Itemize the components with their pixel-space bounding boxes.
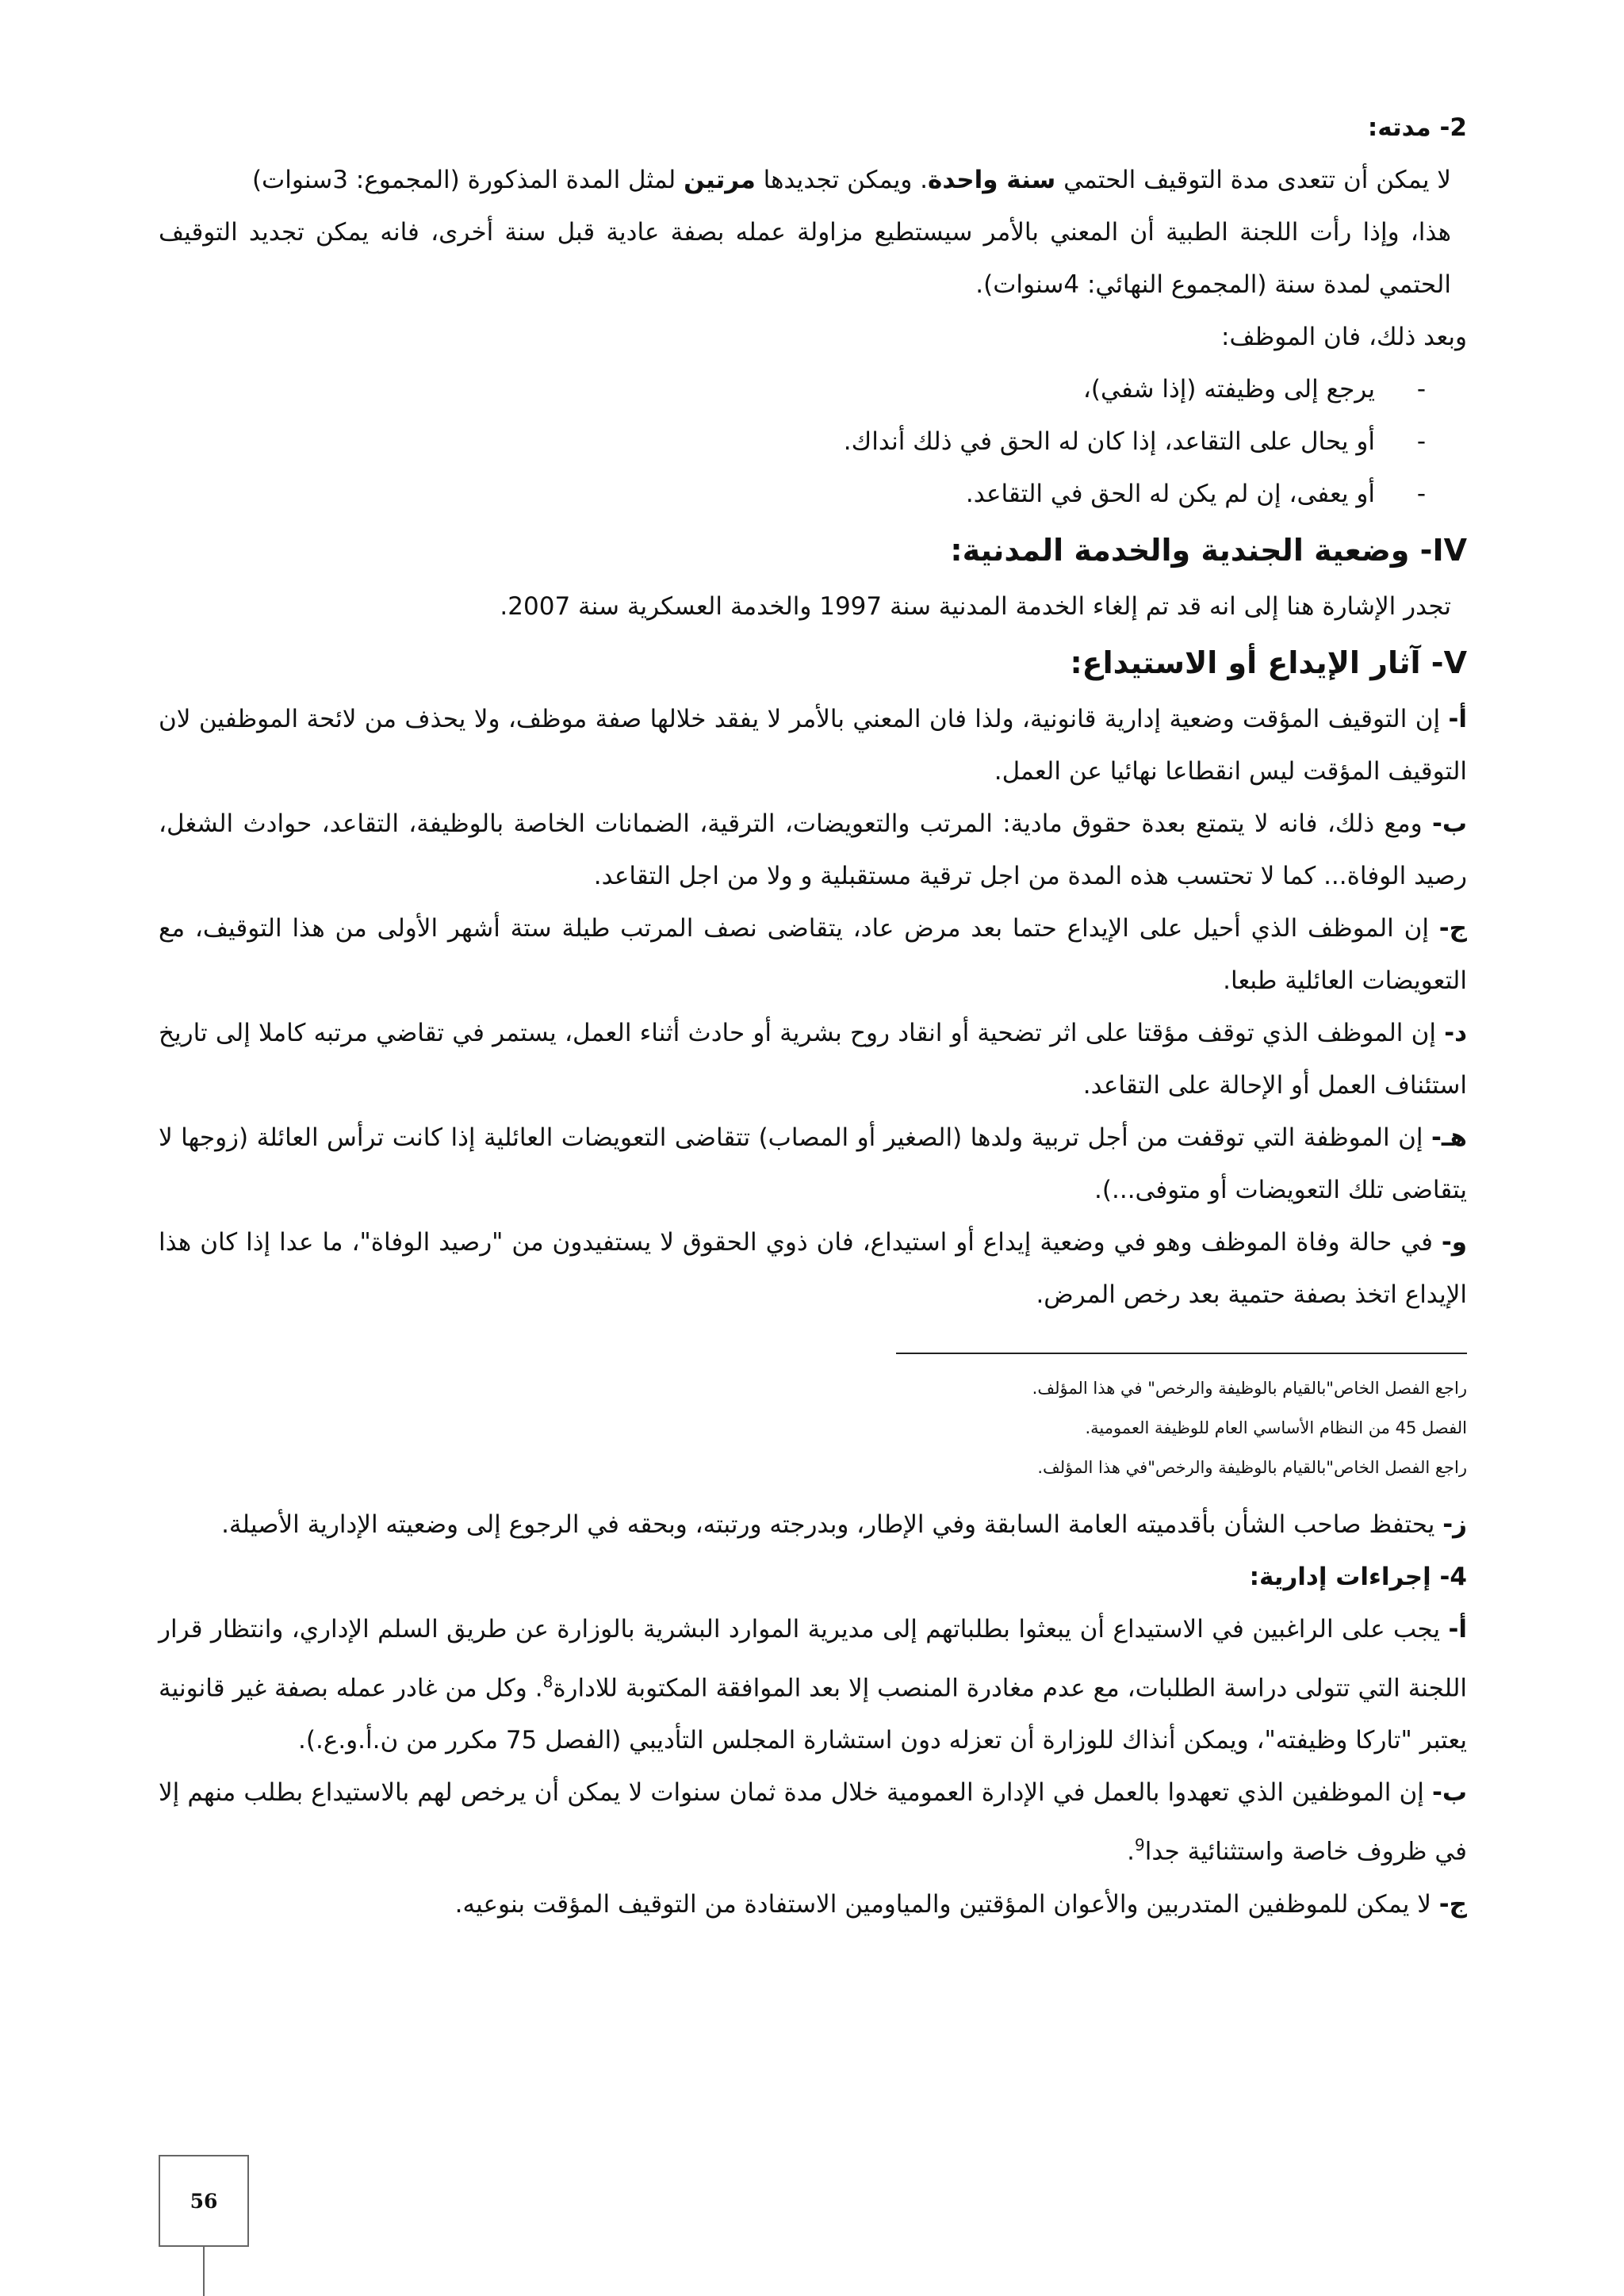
procedures-item-b: ب- إن الموظفين الذي تعهدوا بالعمل في الإدارة العمومية خلال مدة ثمان سنوات لا يمكن أن يرخص لهم بالاستيداع بطلب منهم إلا في ظروف خاصة واستثنائية جدا$^9$. — [159, 1778, 1467, 1866]
page-number-line — [203, 2247, 205, 2296]
effects-item-b: ب- ومع ذلك، فانه لا يتمتع بعدة حقوق مادية: المرتب والتعويضات، الترقية، الضمانات الخاصة بالوظيفة، التقاعد، حوادث الشغل، رصيد الوفاة... كما لا تحتسب هذه المدة من اجل ترقية مستقبلية و ولا من اجل التقاعد. — [159, 809, 1467, 890]
renewal-paragraph: هذا، وإذا رأت اللجنة الطبية أن المعني بالأمر سيستطيع مزاولة عمله بصفة عادية قبل سنة أخرى، فانه يمكن تجديد التوقيف الحتمي لمدة سنة (المجموع النهائي: 4سنوات). — [159, 218, 1451, 299]
military-service-heading: IV- وضعية الجندية والخدمة المدنية: — [950, 533, 1467, 568]
page-content — [159, 101, 1467, 1931]
footnotes — [159, 1353, 1467, 1487]
duration-paragraph: لا يمكن أن تتعدى مدة التوقيف الحتمي سنة واحدة. ويمكن تجديدها مرتين لمثل المدة المذكورة (المجموع: 3سنوات) — [251, 166, 1451, 194]
footnote: الفصل 45 من النظام الأساسي العام للوظيفة العمومية. — [1085, 1418, 1467, 1437]
bullet-dash: - — [1416, 427, 1426, 456]
effects-item-z: ز- يحتفظ صاحب الشأن بأقدميته العامة السابقة وفي الإطار، وبدرجته ورتبته، وبحقه في الرجوع إلى وضعيته الإدارية الأصيلة. — [221, 1510, 1467, 1539]
effects-item-c: ج- إن الموظف الذي أحيل على الإيداع حتما بعد مرض عاد، يتقاضى نصف المرتب طيلة ستة أشهر الأولى من هذا التوقيف، مع التعويضات العائلية طبعا. — [159, 914, 1467, 995]
page-number: 56 — [190, 2189, 218, 2213]
list-item: - يرجع إلى وظيفته (إذا شفي)، — [159, 363, 1426, 415]
footnote-divider — [896, 1353, 1467, 1354]
procedures-item-a: أ- يجب على الراغبين في الاستيداع أن يبعثوا بطلباتهم إلى مديرية الموارد البشرية بالوزارة عن طريق السلم الإداري، وانتظار قرار اللجنة التي تتولى دراسة الطلبات، مع عدم مغادرة المنصب إلا بعد الموافقة المكتوبة للادارة$^8$. وكل من غادر عمله بصفة غير قانونية يعتبر "تاركا وظيفته"، ويمكن أنذاك للوزارة أن تعزله دون استشارة المجلس التأديبي (الفصل 75 مكرر من ن.أ.و.ع.). — [159, 1615, 1468, 1755]
effects-item-a: أ- إن التوقيف المؤقت وضعية إدارية قانونية، ولذا فان المعني بالأمر لا يفقد خلالها صفة موظف، ولا يحذف من لائحة الموظفين لان التوقيف المؤقت ليس انقطاعا نهائيا عن العمل. — [159, 705, 1467, 786]
page-number-box — [159, 2155, 249, 2247]
bullet-dash: - — [1416, 375, 1426, 404]
bullet-dash: - — [1416, 480, 1426, 508]
military-service-paragraph: تجدر الإشارة هنا إلى انه قد تم إلغاء الخدمة المدنية سنة 1997 والخدمة العسكرية سنة 2007. — [500, 592, 1451, 621]
effects-item-h: هـ- إن الموظفة التي توقفت من أجل تربية ولدها (الصغير أو المصاب) تتقاضى التعويضات العائلية إذا كانت ترأس العائلة (زوجها لا يتقاضى تلك التعويضات أو متوفى...). — [159, 1123, 1467, 1204]
after-that-paragraph: وبعد ذلك، فان الموظف: — [1221, 323, 1467, 351]
effects-heading: V- آثار الإيداع أو الاستيداع: — [1070, 645, 1467, 680]
list-item: - أو يحال على التقاعد، إذا كان له الحق في ذلك أنداك. — [159, 415, 1426, 468]
footnote: راجع الفصل الخاص"بالقيام بالوظيفة والرخص" في هذا المؤلف. — [1032, 1379, 1467, 1398]
procedures-item-c: ج- لا يمكن للموظفين المتدربين والأعوان المؤقتين والمياومين الاستفادة من التوقيف المؤقت بنوعيه. — [454, 1889, 1467, 1919]
outcome-list — [159, 363, 1467, 520]
section-duration-heading: 2- مدته: — [1367, 113, 1467, 142]
list-item: - أو يعفى، إن لم يكن له الحق في التقاعد. — [159, 468, 1426, 520]
effects-item-d: د- إن الموظف الذي توقف مؤقتا على اثر تضحية أو انقاد روح بشرية أو حادث أثناء العمل، يستمر في تقاضي مرتبه كاملا إلى تاريخ استئناف العمل أو الإحالة على التقاعد. — [159, 1019, 1467, 1100]
procedures-heading: 4- إجراءات إدارية: — [1249, 1563, 1467, 1591]
effects-item-w: و- في حالة وفاة الموظف وهو في وضعية إيداع أو استيداع، فان ذوي الحقوق لا يستفيدون من "رصيد الوفاة"، ما عدا إذا كان هذا الإيداع اتخذ بصفة حتمية بعد رخص المرض. — [159, 1228, 1467, 1309]
footnote: راجع الفصل الخاص"بالقيام بالوظيفة والرخص"في هذا المؤلف. — [1037, 1458, 1467, 1477]
